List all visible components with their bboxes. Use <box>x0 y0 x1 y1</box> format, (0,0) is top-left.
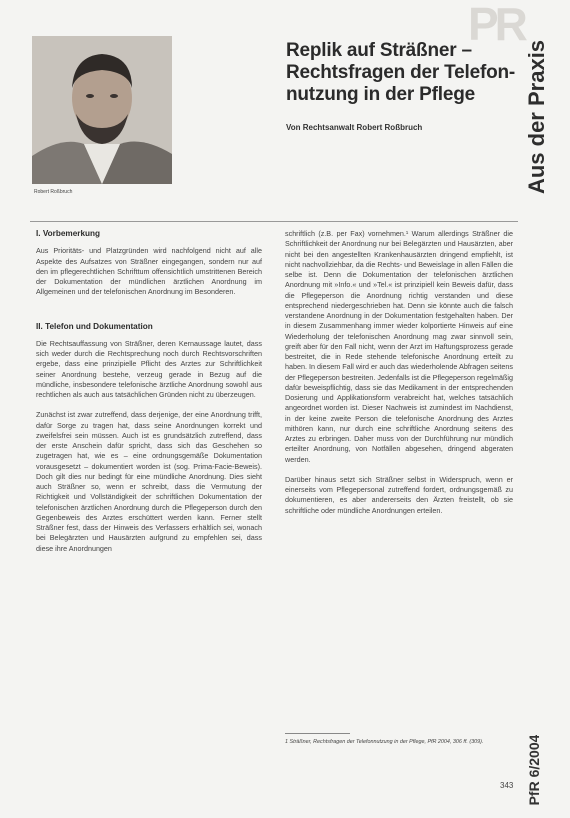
section-label-text: Aus der Praxis <box>524 39 549 194</box>
heading-vorbemerkung: I. Vorbemerkung <box>36 229 100 238</box>
section-label <box>522 14 552 219</box>
journal-code <box>523 735 545 805</box>
spacer <box>36 308 262 322</box>
header-divider <box>30 221 518 222</box>
journal-code-text: PfR 6/2004 <box>526 735 542 805</box>
left-column <box>36 229 262 564</box>
heading-telefon-dokumentation: II. Telefon und Dokumentation <box>36 321 153 331</box>
right-column <box>285 229 513 526</box>
journal-logo: PR <box>468 0 524 50</box>
page-number: 343 <box>500 781 514 790</box>
photo-caption: Robert Roßbruch <box>34 189 73 195</box>
paragraph: Zunächst ist zwar zutreffend, dass derjenige, der eine Anordnung trifft, dafür Sorge zu tragen hat, dass seine Anordnungen korrekt und zweifelsfrei sein müssen. Auch ist es grundsätzlich zutreffend, dass der erste Anschein dafür spricht, dass sich das Geschehen so zugetragen hat, wie es – eine ordnungsgemäße Dokumentation vorausgesetzt – dokumentiert worden ist (sog. Prima-Facie-Beweis). Doch gilt dies nur bedingt für eine mündliche Anordnung. Dies sieht auch Sträßner so, wenn er schreibt, dass die Vermutung der Richtigkeit und Vollständigkeit der schriftlichen Dokumentation der telefonischen ärztlichen Anordnung durch die Pflegeperson durch den Gegenbeweis des Arztes erschüttert werden kann. Ferner stellt Sträßner fest, dass der Hinweis des Verfassers erhältlich sei, wonach bei Belegärzten und Hausärzten aufgrund zu empfehlen sei, dass diese ihre Anordnungen <box>36 410 262 553</box>
article-title: Replik auf Sträßner – Rechtsfragen der Telefon-nutzung in der Pflege <box>286 40 516 105</box>
article-byline: Von Rechtsanwalt Robert Roßbruch <box>286 123 423 132</box>
paragraph: Die Rechtsauffassung von Sträßner, deren Kernaussage lautet, dass sich weder durch die Rechtsprechung noch durch Rechtsvorschriften ergebe, dass eine prinzipielle Pflicht des Arztes zur Schriftlichkeit seiner Anordnung bestehe, verzeug gerade in Bezug auf die mündliche, insbesondere telefonische ärztliche Anordnung sowohl aus rechtlichen als auch aus tatsächlichen Gründen nicht zu überzeugen. <box>36 338 262 399</box>
author-portrait-image <box>32 36 172 184</box>
paragraph: Aus Prioritäts- und Platzgründen wird nachfolgend nicht auf alle Aspekte des Aufsatzes von Sträßner eingegangen, sondern nur auf den im pflegerechtlichen Schrifttum offensichtlich umstrittenen Bereich der Dokumentation der mündlichen ärztlichen Anordnung im Allgemeinen und der telefonischen Anordnung im Besonderen. <box>36 246 262 297</box>
paragraph: schriftlich (z.B. per Fax) vornehmen.¹ Warum allerdings Sträßner die Schriftlichkeit der Anordnung nur bei Belegärzten und Hausärzten, aber nicht bei den angestellten Krankenhausärzten dringend empfiehlt, ist nicht nachvollziehbar, da die Rechts- und Beweislage in allen Fällen die selbe ist. Denn die Dokumentation der telefonischen ärztlichen Anordnung mit »Info.« und »Tel.« ist prinzipiell kein Beweis dafür, dass die Pflegeperson die Anordnung richtig verstanden und diese entsprechend niedergeschrieben hat. Denn sie könnte auch die falsch verstandene Anordnung in der Dokumentation festgehalten haben. Der in diesem Zusammenhang immer wieder kolportierte Hinweis auf eine Wiederholung der telefonischen Anordnung mag zwar sinnvoll sein, greift aber für den Fall nicht, wenn der Arzt im Haftungsprozess gerade bestreitet, die in Rede stehende telefonische Anordnung erteilt zu haben. In diesem Fall wird er auch das wiederholende Abfragen seitens der Pflegeperson bestreiten. Jedenfalls ist die Pflegeperson regelmäßig dafür beweispflichtig, dass sie das Medikament in der entsprechenden Dosierung und Applikationsform verabreicht hat, welches tatsächlich angeordnet worden ist. Dieser Nachweis ist zumindest im Nachdienst, in der keine zweite Person die telefonische Anordnung des Arztes mithören kann, nur durch eine schriftliche Anordnung seitens des Arztes zu erbringen. Daher muss von der Durchführung nur mündlich erteilter Anordnung, von Notfällen abgesehen, dringend abgeraten werden. <box>285 229 513 464</box>
footnote-rule <box>285 733 350 734</box>
footnote: 1 Sträßner, Rechtsfragen der Telefonnutzung in der Pflege, PfR 2004, 306 ff. (309). <box>285 739 484 745</box>
paragraph: Darüber hinaus setzt sich Sträßner selbst in Widerspruch, wenn er einerseits vom Pflegepersonal zutreffend fordert, ordnungsgemäß zu dokumentieren, es aber andererseits den Ärzten freistellt, ob sie schriftliche oder mündliche Anordnungen erteilen. <box>285 474 513 515</box>
author-photo <box>32 36 172 184</box>
